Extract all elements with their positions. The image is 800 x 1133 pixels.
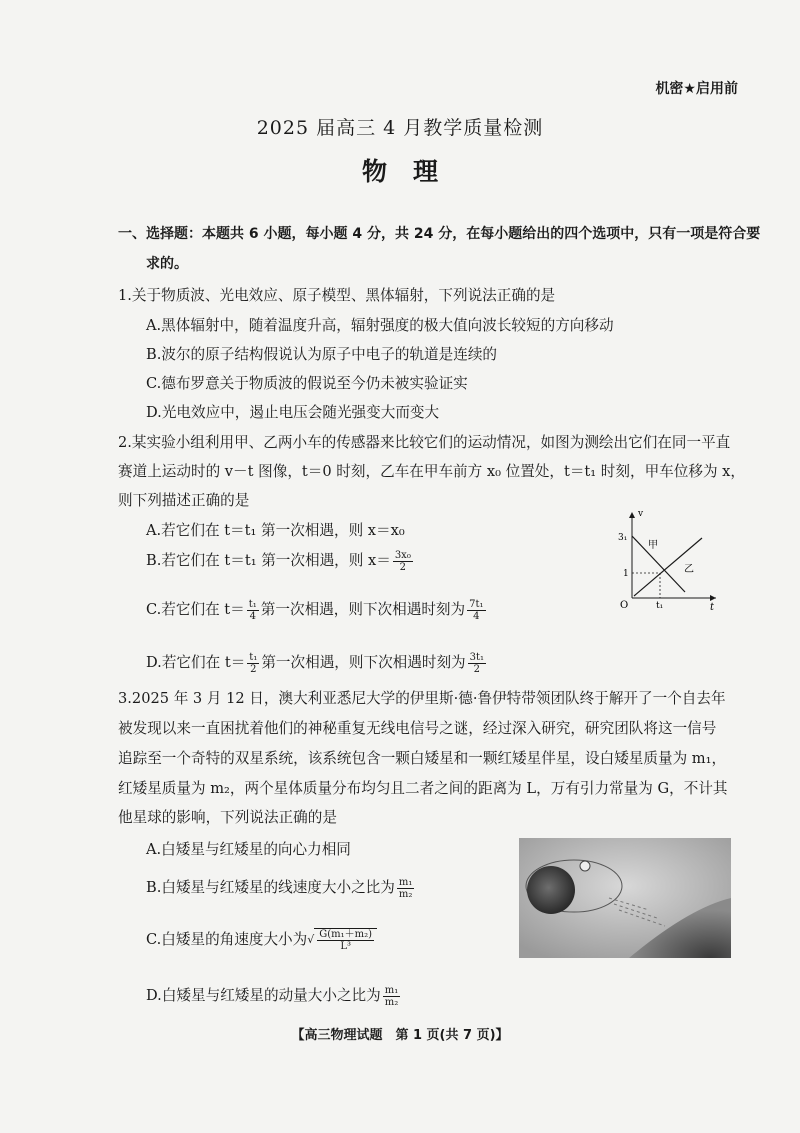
fraction	[393, 550, 413, 573]
origin-label: O	[620, 600, 629, 610]
q2-option-d	[146, 651, 488, 675]
binary-star-illustration	[519, 838, 731, 958]
q3-option-c	[146, 928, 377, 952]
q2-option-d-mid: 第一次相遇，则下次相遇时刻为	[261, 654, 466, 671]
fraction-numerator: 3t₁	[469, 651, 485, 663]
q2-option-c-mid: 第一次相遇，则下次相遇时刻为	[260, 601, 466, 618]
exam-title: 2025 届高三 4 月教学质量检测	[256, 117, 544, 139]
q3-option-d	[146, 984, 402, 1008]
vt-graph	[610, 508, 720, 610]
fraction-numerator: m₁	[384, 984, 399, 996]
q1-option-a: A.黑体辐射中，随着温度升高，辐射强度的极大值向波长较短的方向移动	[146, 317, 614, 334]
fraction	[468, 652, 486, 675]
line-jia	[632, 536, 685, 592]
subject-title: 物理	[361, 157, 464, 186]
q2-option-b-text: B.若它们在 t＝t₁ 第一次相遇，则 x＝	[146, 552, 391, 569]
fraction-denominator: m₂	[398, 888, 413, 900]
sqrt-sign: √	[307, 933, 315, 946]
q1-option-b: B.波尔的原子结构假说认为原子中电子的轨道是连续的	[146, 346, 498, 363]
q2-stem-line2: 赛道上运动时的 v－t 图像，t＝0 时刻，乙车在甲车前方 x₀ 位置处，t＝t₁ 时刻，甲车位移为 x，	[118, 463, 746, 480]
q2-option-a: A.若它们在 t＝t₁ 第一次相遇，则 x＝x₀	[146, 522, 405, 539]
fraction-numerator: 7t₁	[469, 598, 484, 610]
q2-option-d-text: D.若它们在 t＝	[146, 654, 246, 671]
q3-option-b-text: B.白矮星与红矮星的线速度大小之比为	[146, 879, 395, 896]
q3-stem-line5: 他星球的影响，下列说法正确的是	[118, 809, 337, 826]
fraction	[314, 928, 377, 952]
q3-option-d-text: D.白矮星与红矮星的动量大小之比为	[146, 987, 381, 1004]
fraction	[397, 877, 415, 900]
confidential-mark: 机密★启用前	[655, 81, 738, 97]
y-axis-arrow	[629, 512, 635, 518]
fraction-denominator: 4	[473, 610, 480, 622]
q2-stem-line1: 2.某实验小组利用甲、乙两小车的传感器来比较它们的运动情况，如图为测绘出它们在同一平直	[118, 434, 731, 451]
red-dwarf	[527, 866, 575, 914]
page-footer: 【高三物理试题 第 1 页(共 7 页)】	[291, 1028, 509, 1043]
q2-option-b	[146, 549, 415, 573]
label-jia: 甲	[648, 540, 658, 551]
x-tick: t₁	[656, 601, 664, 610]
y-tick-top: 3₁	[618, 533, 628, 543]
fraction-numerator: t₁	[248, 598, 257, 610]
white-dwarf	[580, 861, 590, 871]
q3-stem-line1: 3.2025 年 3 月 12 日，澳大利亚悉尼大学的伊里斯·德·鲁伊特带领团队终于解开了一个自去年	[118, 690, 726, 707]
fraction-denominator: 2	[399, 561, 406, 573]
q1-option-d: D.光电效应中，遏止电压会随光强变大而变大	[146, 404, 440, 421]
y-tick-low: 1	[623, 569, 629, 579]
fraction-numerator: G(m₁＋m₂)	[319, 929, 373, 940]
fraction	[247, 599, 259, 622]
q2-stem-line3: 则下列描述正确的是	[118, 492, 250, 509]
fraction-denominator: 2	[250, 663, 257, 675]
x-axis-arrow	[710, 595, 716, 601]
fraction-denominator: 4	[249, 610, 256, 622]
fraction-numerator: 3x₀	[394, 549, 411, 561]
x-axis-label: t	[710, 602, 715, 610]
q3-option-b	[146, 876, 416, 900]
fraction-denominator: 2	[473, 663, 481, 675]
fraction-numerator: m₁	[398, 876, 413, 888]
q3-option-a: A.白矮星与红矮星的向心力相同	[146, 841, 351, 858]
q3-stem-line2: 被发现以来一直困扰着他们的神秘重复无线电信号之谜，经过深入研究，研究团队将这一信号	[118, 720, 717, 737]
q1-stem: 1.关于物质波、光电效应、原子模型、黑体辐射，下列说法正确的是	[118, 287, 556, 304]
q2-option-c-text: C.若它们在 t＝	[146, 601, 245, 618]
q3-stem-line3: 追踪至一个奇特的双星系统，该系统包含一颗白矮星和一颗红矮星伴星，设白矮星质量为 m₁，	[118, 750, 727, 767]
label-yi: 乙	[684, 564, 694, 575]
q1-option-c: C.德布罗意关于物质波的假说至今仍未被实验证实	[146, 375, 468, 392]
sqrt-expression	[307, 928, 377, 952]
y-axis-label: v	[638, 509, 644, 519]
fraction-denominator: L³	[340, 941, 351, 952]
fraction-denominator: m₂	[384, 996, 399, 1008]
section-heading-cont: 求的。	[146, 256, 188, 272]
fraction-numerator: t₁	[249, 651, 258, 663]
q3-option-c-text: C.白矮星的角速度大小为	[146, 931, 308, 948]
binary-star-image	[519, 838, 731, 958]
q3-stem-line4: 红矮星质量为 m₂，两个星体质量分布均匀且二者之间的距离为 L，万有引力常量为 G，不计其	[118, 780, 728, 797]
section-heading: 一、选择题：本题共 6 小题，每小题 4 分，共 24 分，在每小题给出的四个选项中，只有一项是符合要	[118, 226, 761, 242]
q2-option-c	[146, 598, 488, 622]
fraction	[467, 599, 485, 622]
fraction	[247, 652, 259, 675]
fraction	[383, 985, 401, 1008]
